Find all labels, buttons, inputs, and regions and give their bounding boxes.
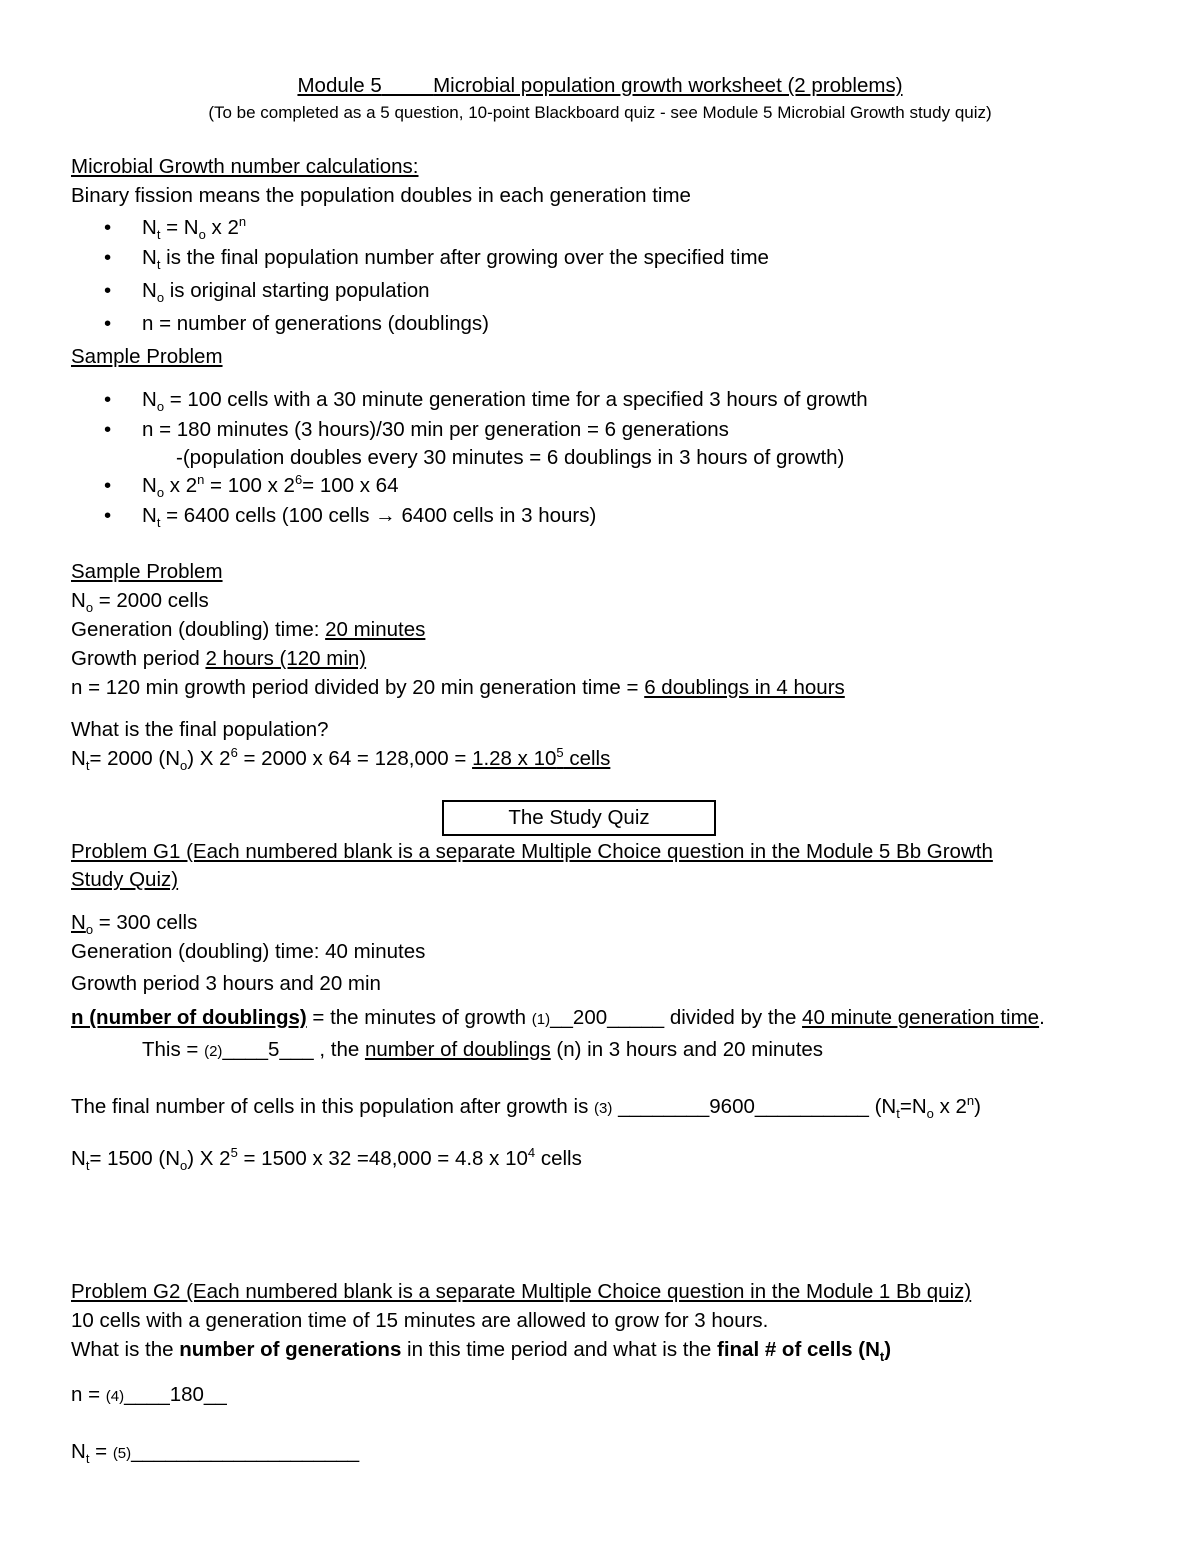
sample-item: $N_o$ x $2^n = 100$ x $2^6= 100$ x 64 bbox=[142, 472, 399, 501]
sample-note: -(population doubles every 30 minutes = 6 doublings in 3 hours of growth) bbox=[176, 446, 845, 469]
sample-problem-heading: Sample Problem bbox=[71, 345, 223, 368]
g1-final-line: The final number of cells in this population after growth is (3) ________9600__________ ($N_t=N_o$ x 2$^n$) bbox=[71, 1093, 981, 1122]
start-population: $N_o = 2000$ cells bbox=[71, 589, 209, 616]
sample-item: $N_o = 100$ cells with a 30 minute generation time for a specified 3 hours of growth bbox=[142, 388, 868, 415]
page-title: Module 5 Microbial population growth worksheet (2 problems) bbox=[297, 74, 903, 97]
problem-g1-heading: Problem G1 (Each numbered blank is a separate Multiple Choice question in the Module 5 Bb Growth bbox=[71, 840, 993, 863]
formula-item: $N_t$ is the final population number after growing over the specified time bbox=[142, 246, 769, 273]
g1-calc: $N_t= 1500$ $(N_o)$ X $2^5 = 1500$ x 32 =48,000 = 4.8 x $10^4$ cells bbox=[71, 1145, 582, 1174]
g2-line2: What is the number of generations in this time period and what is the final # of cells $(N_t)$ bbox=[71, 1338, 892, 1365]
doublings-calc: n = 120 min growth period divided by 20 min generation time = 6 doublings in 4 hours bbox=[71, 676, 845, 699]
g1-doublings-line: n (number of doublings) = the minutes of growth (1)__200_____ divided by the 40 minute generation time. bbox=[71, 1006, 1045, 1029]
answer-blank-2: ____5___ bbox=[222, 1038, 314, 1061]
bullet-icon: • bbox=[104, 388, 112, 411]
answer-blank-1: __200_____ bbox=[550, 1006, 665, 1029]
study-quiz-box: The Study Quiz bbox=[442, 800, 716, 836]
binary-fission-text: Binary fission means the population doubles in each generation time bbox=[71, 184, 691, 207]
g1-this-line: This = (2)____5___ , the number of doublings (n) in 3 hours and 20 minutes bbox=[142, 1038, 824, 1061]
sample-item: n = 180 minutes (3 hours)/30 min per generation = 6 generations bbox=[142, 418, 729, 441]
problem-g1-heading-cont: Study Quiz) bbox=[71, 868, 179, 891]
formula-item: n = number of generations (doublings) bbox=[142, 312, 490, 335]
g1-growth-period: Growth period 3 hours and 20 min bbox=[71, 972, 381, 995]
g2-line1: 10 cells with a generation time of 15 minutes are allowed to grow for 3 hours. bbox=[71, 1309, 769, 1332]
problem-g2-heading: Problem G2 (Each numbered blank is a separate Multiple Choice question in the Module 1 Bb quiz) bbox=[71, 1280, 972, 1303]
bullet-icon: • bbox=[104, 312, 112, 335]
g1-start-population: $N_o = 300$ cells bbox=[71, 911, 198, 938]
formula-item: $N_t = N_o$ x 2$^n$ bbox=[142, 214, 247, 243]
sample-problem-heading: Sample Problem bbox=[71, 560, 223, 583]
generation-time: Generation (doubling) time: 20 minutes bbox=[71, 618, 426, 641]
growth-period: Growth period 2 hours (120 min) bbox=[71, 647, 367, 670]
question-text: What is the final population? bbox=[71, 718, 329, 741]
g2-nt-line: $N_t$ = (5)____________________ bbox=[71, 1440, 360, 1467]
g2-n-line: n = (4)____180__ bbox=[71, 1383, 227, 1406]
answer-blank-5: ____________________ bbox=[131, 1440, 360, 1463]
g1-generation-time: Generation (doubling) time: 40 minutes bbox=[71, 940, 426, 963]
bullet-icon: • bbox=[104, 246, 112, 269]
answer-blank-3: ________9600__________ bbox=[612, 1095, 875, 1118]
sample-item: $N_t = 6400$ cells (100 cells → 6400 cells in 3 hours) bbox=[142, 504, 597, 531]
final-calc: $N_t= 2000$ $(N_o)$ X $2^6 = 2000$ x 64 = 128,000 = 1.28 x $10^5$ cells bbox=[71, 745, 611, 774]
bullet-icon: • bbox=[104, 279, 112, 302]
section-heading: Microbial Growth number calculations: bbox=[71, 155, 419, 178]
bullet-icon: • bbox=[104, 474, 112, 497]
bullet-icon: • bbox=[104, 418, 112, 441]
bullet-icon: • bbox=[104, 216, 112, 239]
subtitle: (To be completed as a 5 question, 10-point Blackboard quiz - see Module 5 Microbial Growth study quiz) bbox=[208, 103, 992, 122]
bullet-icon: • bbox=[104, 504, 112, 527]
answer-blank-4: ____180__ bbox=[124, 1383, 227, 1406]
formula-item: $N_o$ is original starting population bbox=[142, 279, 430, 306]
arrow-icon: → bbox=[375, 504, 396, 527]
